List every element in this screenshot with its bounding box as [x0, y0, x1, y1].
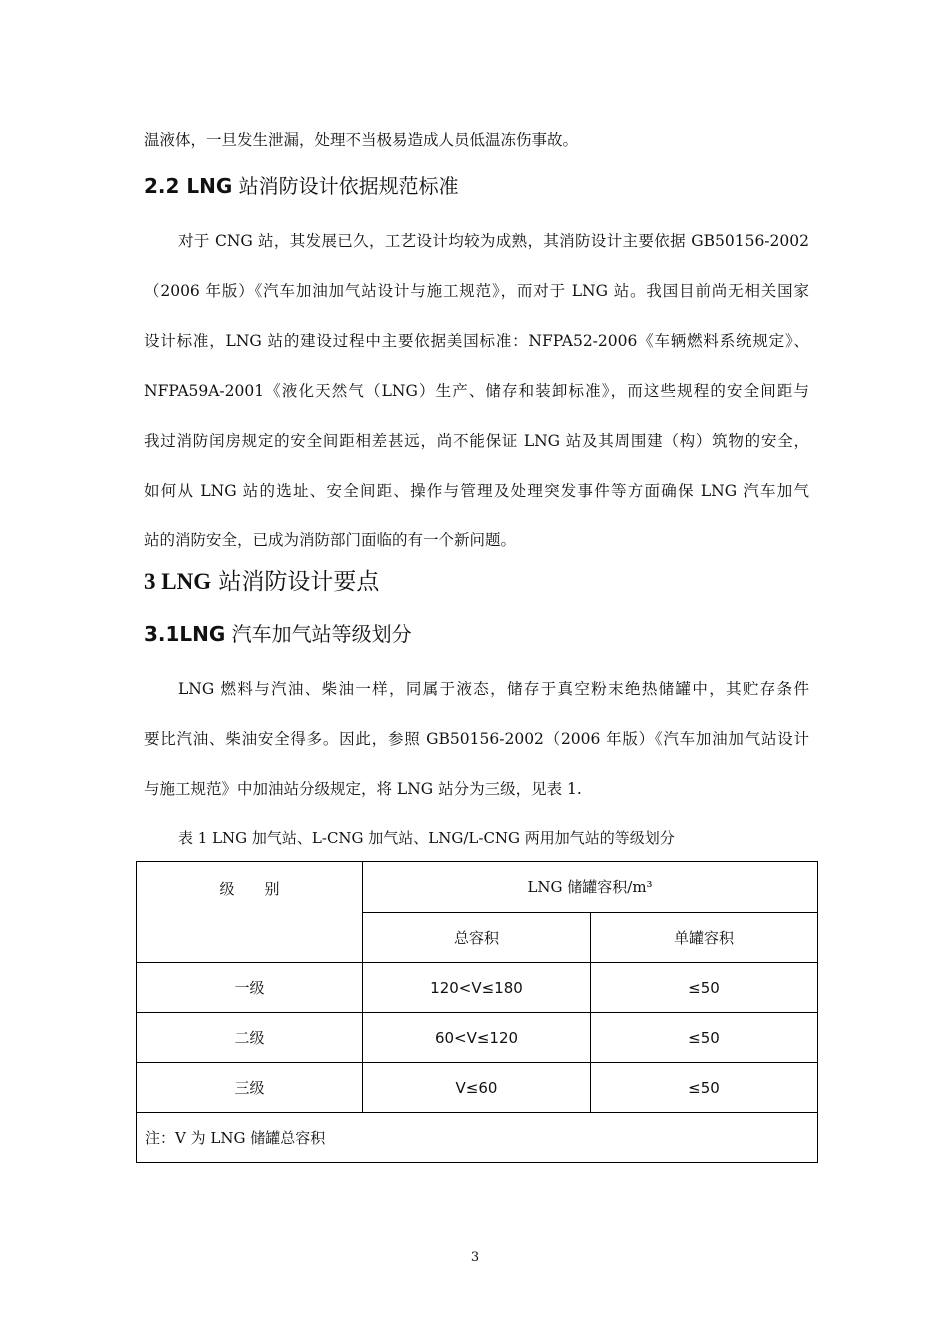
table-row [137, 963, 818, 1013]
table-note-row [137, 1113, 818, 1163]
grade-cell: 二级 [137, 1013, 363, 1063]
grade-cell: 一级 [137, 963, 363, 1013]
page-number: 3 [470, 1250, 480, 1265]
single-volume-cell: ≤50 [591, 963, 818, 1013]
para-2-2-line-7: 站的消防安全，已成为消防部门面临的有一个新问题。 [144, 531, 517, 549]
para-2-2-line-4: NFPA59A-2001《液化天然气（LNG）生产、储存和装卸标准》，而这些规程的安全间距与 [144, 382, 809, 400]
single-volume-cell: ≤50 [591, 1013, 818, 1063]
section-2-2-number: 2.2 LNG [144, 174, 233, 198]
header-volume-cell: LNG 储罐容积/m³ [363, 862, 818, 913]
section-2-2-heading [144, 173, 459, 199]
table-note-cell: 注：V 为 LNG 储罐总容积 [137, 1113, 818, 1163]
para-3-1-line-1: LNG 燃料与汽油、柴油一样，同属于液态，储存于真空粉末绝热储罐中，其贮存条件 [178, 680, 809, 698]
total-volume-cell: 60<V≤120 [363, 1013, 591, 1063]
para-3-1-line-3: 与施工规范》中加油站分级规定，将 LNG 站分为三级，见表 1. [144, 780, 582, 798]
table-header-row [137, 862, 818, 913]
para-2-2-line-1: 对于 CNG 站，其发展已久，工艺设计均较为成熟，其消防设计主要依据 GB50156-2002 [178, 232, 809, 250]
header-total-cell: 总容积 [363, 912, 591, 963]
table-row [137, 1063, 818, 1113]
header-single-cell: 单罐容积 [591, 912, 818, 963]
section-3-1-heading [144, 621, 412, 647]
section-3-heading [144, 567, 379, 597]
para-2-2-line-2: （2006 年版）《汽车加油加气站设计与施工规范》，而对于 LNG 站。我国目前尚无相关国家 [144, 282, 809, 300]
grade-cell: 三级 [137, 1063, 363, 1113]
section-2-2-title: 站消防设计依据规范标准 [232, 174, 459, 198]
header-grade-cell: 级 别 [137, 862, 363, 963]
table-caption: 表 1 LNG 加气站、L-CNG 加气站、LNG/L-CNG 两用加气站的等级划分 [178, 829, 675, 847]
table-row [137, 1013, 818, 1063]
grade-table [136, 861, 818, 1163]
single-volume-cell: ≤50 [591, 1063, 818, 1113]
section-3-title: 站消防设计要点 [211, 569, 380, 595]
para-2-2-line-5: 我过消防闰房规定的安全间距相差甚远，尚不能保证 LNG 站及其周围建（构）筑物的安全， [144, 432, 809, 450]
para-3-1-line-2: 要比汽油、柴油安全得多。因此，参照 GB50156-2002（2006 年版）《汽车加油加气站设计 [144, 730, 809, 748]
section-3-1-title: 汽车加气站等级划分 [225, 622, 412, 646]
total-volume-cell: V≤60 [363, 1063, 591, 1113]
para-2-2-line-6: 如何从 LNG 站的选址、安全间距、操作与管理及处理突发事件等方面确保 LNG 汽车加气 [144, 482, 809, 500]
intro-tail-text: 温液体，一旦发生泄漏，处理不当极易造成人员低温冻伤事故。 [144, 131, 579, 149]
para-2-2-line-3: 设计标准，LNG 站的建设过程中主要依据美国标准：NFPA52-2006《车辆燃料系统规定》、 [144, 332, 809, 350]
section-3-number: 3 LNG [144, 569, 212, 594]
section-3-1-number: 3.1LNG [144, 622, 226, 646]
total-volume-cell: 120<V≤180 [363, 963, 591, 1013]
